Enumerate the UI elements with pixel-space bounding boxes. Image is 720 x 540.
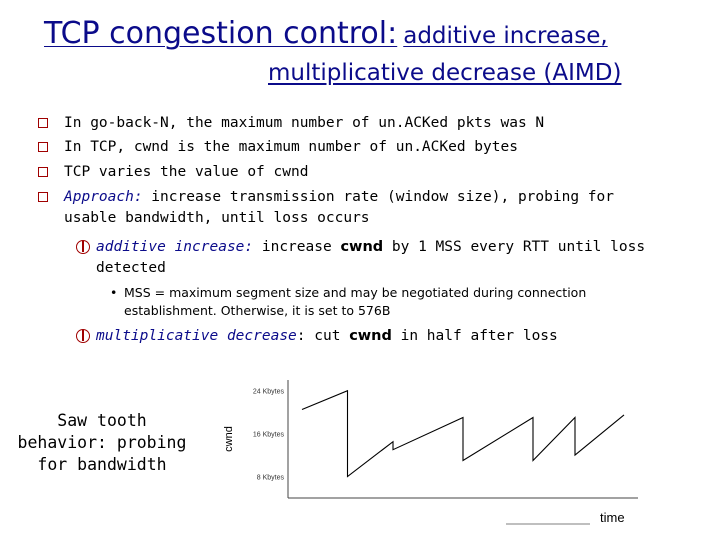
- title-subtitle-line1: additive increase,: [403, 23, 608, 49]
- approach-text: increase transmission rate (window size), probing for usable bandwidth, until loss occurs: [64, 189, 614, 226]
- mss-note-text: MSS = maximum segment size and may be negotiated during connection establishment. Otherwise, it is set to 576B: [124, 285, 587, 318]
- multiplicative-label: multiplicative decrease: [96, 328, 297, 344]
- y-tick-label: 8 Kbytes: [256, 474, 284, 482]
- y-tick-label: 16 Kbytes: [252, 431, 284, 439]
- y-axis-label: cwnd: [223, 426, 235, 452]
- x-axis-label: time: [600, 510, 625, 525]
- title-main: TCP congestion control:: [44, 16, 398, 51]
- square-bullet-icon: [38, 167, 48, 177]
- approach-label: Approach:: [64, 189, 143, 205]
- bullet-text: TCP varies the value of cwnd: [64, 164, 309, 180]
- cwnd-sawtooth-chart: [210, 378, 640, 530]
- bullet-text: In TCP, cwnd is the maximum number of un.ACKed bytes: [64, 139, 518, 155]
- title-subtitle-line2: multiplicative decrease (AIMD): [268, 60, 622, 86]
- square-bullet-icon: [38, 192, 48, 202]
- y-tick-label: 24 Kbytes: [252, 388, 284, 396]
- bullet-text: In go-back-N, the maximum number of un.ACKed pkts was N: [64, 115, 545, 131]
- multiplicative-post: in half after loss: [391, 328, 558, 344]
- circle-bullet-icon: [76, 240, 90, 254]
- cwnd-sawtooth-line: [302, 391, 624, 477]
- bullet-text: [64, 187, 664, 229]
- sub-bullet-text: [96, 326, 676, 347]
- additive-pre: increase: [253, 239, 341, 255]
- cwnd-keyword: cwnd: [340, 239, 384, 255]
- sawtooth-caption: Saw tooth behavior: probing for bandwidth: [17, 411, 187, 474]
- sub-bullet-text: [96, 237, 676, 279]
- additive-post: by 1 MSS every RTT until loss detected: [96, 239, 646, 276]
- square-bullet-icon: [38, 142, 48, 152]
- additive-label: additive increase:: [96, 239, 254, 255]
- circle-bullet-icon: [76, 329, 90, 343]
- dot-bullet-icon: •: [110, 285, 118, 300]
- square-bullet-icon: [38, 118, 48, 128]
- cwnd-keyword: cwnd: [349, 328, 392, 344]
- slide-title: [44, 16, 684, 51]
- multiplicative-pre: : cut: [296, 328, 350, 344]
